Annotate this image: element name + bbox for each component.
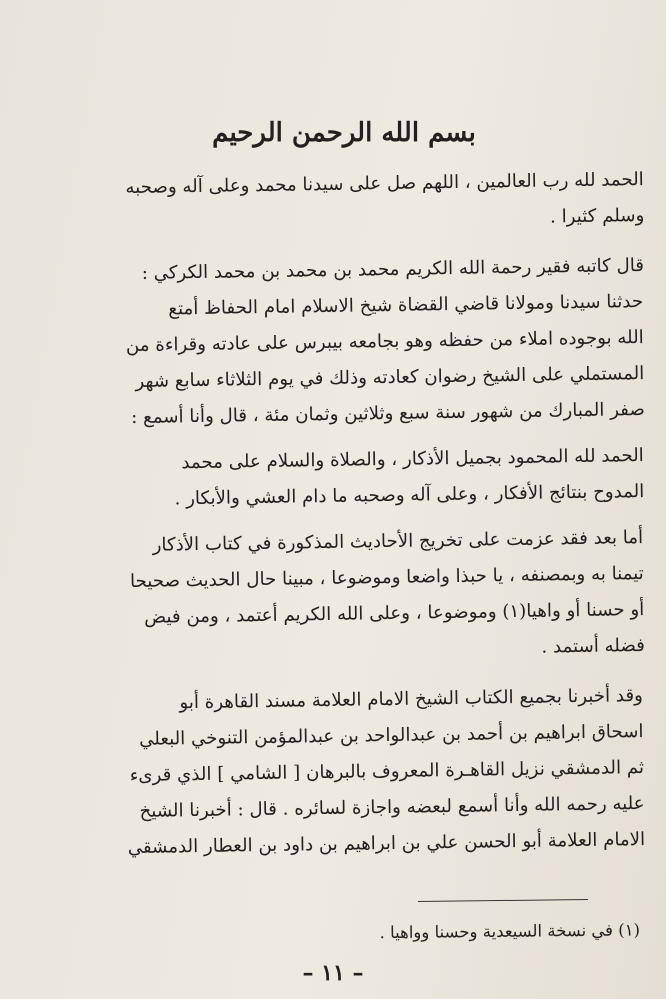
paragraph-chain: [43, 678, 646, 867]
footnote: (١) في نسخة السيعدية وحسنا وواهيا .: [379, 920, 641, 943]
text-line: المدوح بنتائج الأفكار ، وعلى آله وصحبه ما دام العشي والأبكار .: [174, 480, 645, 510]
text-line: أو حسنا أو واهيا(١) وموضوعا ، وعلى الله الكريم أعتمد ، ومن فيض: [143, 598, 645, 628]
text-line: فضله أستمد .: [541, 634, 646, 658]
text-line: المستملي على الشيخ رضوان كعادته وذلك في يوم الثلاثاء سابع شهر: [135, 362, 645, 392]
page-body: [44, 118, 644, 858]
paragraph-isnad: [43, 284, 645, 437]
footnote-divider: [418, 899, 588, 902]
text-line: حدثنا سيدنا ومولانا قاضي القضاة شيخ الاسلام امام الحفاظ أمتع: [168, 291, 644, 320]
text-line: الله بوجوده املاء من حفظه وهو بجامعه بيبرس على عادته وقراءة من: [125, 327, 644, 357]
text-line: صفر المبارك من شهور سنة سبع وثلاثين وثمان مئة ، قال وأنا أسمع :: [131, 398, 646, 429]
text-line: الامام العلامة أبو الحسن علي بن ابراهيم بن داود بن العطار الدمشقي: [127, 828, 646, 859]
paragraph-hamd: [44, 438, 645, 519]
text-line: وسلم كثيرا .: [549, 204, 645, 228]
basmala-title: بسم الله الرحمن الرحيم: [212, 118, 476, 148]
text-line: اسحاق ابراهيم بن أحمد بن عبدالواحد بن عبدالمؤمن التنوخي البعلي: [139, 721, 644, 750]
text-line: ثم الدمشقي نزيل القاهـرة المعروف بالبرهان [ الشامي ] الذي قرىء: [129, 757, 645, 787]
text-line: الحمد لله رب العالمين ، اللهم صل على سيدنا محمد وعلى آله وصحبه: [125, 169, 644, 199]
paragraph-opening: [44, 162, 645, 243]
text-line: الحمد لله المحمود بجميل الأذكار ، والصلاة والسلام على محمد: [181, 445, 644, 474]
paragraph-purpose: [43, 520, 645, 673]
text-line: قال كاتبه فقير رحمة الله الكريم محمد بن محمد بن محمد الكركي :: [141, 255, 645, 284]
text-line: وقد أخبرنا بجميع الكتاب الشيخ الامام العلامة مسند القاهرة أبو: [179, 685, 644, 714]
page-number: – ١١ –: [302, 960, 364, 986]
text-line: تيمنا به وبمصنفه ، يا حبذا واضعا وموضوعا ، مبينا حال الحديث صحيحا: [129, 563, 644, 593]
text-line: أما بعد فقد عزمت على تخريج الأحاديث المذكورة في كتاب الأذكار: [152, 527, 644, 556]
text-line: عليه رحمه الله وأنا أسمع لبعضه واجازة لسائره . قال : أخبرنا الشيخ: [139, 792, 645, 822]
